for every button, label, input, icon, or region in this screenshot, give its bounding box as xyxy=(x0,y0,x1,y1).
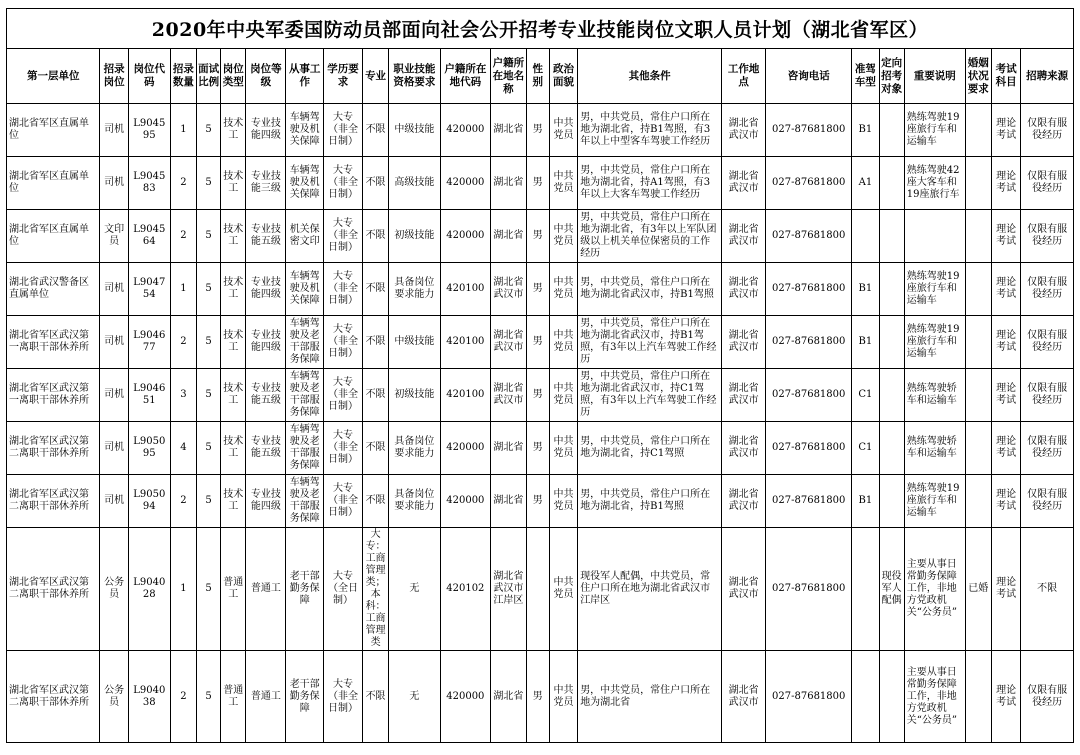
table-cell: 5 xyxy=(197,422,221,475)
table-cell: 420100 xyxy=(440,369,490,422)
table-cell: 湖北省 xyxy=(491,210,527,263)
table-cell xyxy=(879,104,904,157)
table-cell: L905095 xyxy=(128,422,170,475)
table-cell: 车辆驾驶及机关保障 xyxy=(286,263,324,316)
table-cell: 技术工 xyxy=(221,104,246,157)
table-cell: 男，中共党员，常住户口所在地为湖北省，有3年以上军队团级以上机关单位保密员的工作经历 xyxy=(578,210,722,263)
table-cell: 大专（非全日制） xyxy=(324,369,363,422)
table-cell: 大专（非全日制） xyxy=(324,651,363,743)
col-header: 工作地点 xyxy=(722,49,766,104)
col-header: 定向招考对象 xyxy=(879,49,904,104)
table-cell: 027-87681800 xyxy=(766,210,852,263)
table-cell: 车辆驾驶及老干部服务保障 xyxy=(286,475,324,528)
table-cell: 文印员 xyxy=(100,210,128,263)
table-cell: 2 xyxy=(170,475,196,528)
table-cell: 仅限有服役经历 xyxy=(1021,210,1074,263)
table-cell: 专业技能五级 xyxy=(246,422,286,475)
table-cell: 高级技能 xyxy=(389,157,440,210)
table-row xyxy=(7,651,1074,743)
table-cell: 420000 xyxy=(440,651,490,743)
table-cell: 仅限有服役经历 xyxy=(1021,422,1074,475)
table-cell: L904028 xyxy=(128,528,170,651)
table-cell: 5 xyxy=(197,157,221,210)
table-cell xyxy=(526,528,549,651)
table-cell: 老干部勤务保障 xyxy=(286,651,324,743)
table-cell: 027-87681800 xyxy=(766,263,852,316)
table-cell: 027-87681800 xyxy=(766,528,852,651)
table-cell: 熟练驾驶42座大客车和19座旅行车 xyxy=(904,157,965,210)
table-cell: 1 xyxy=(170,263,196,316)
table-cell: L904583 xyxy=(128,157,170,210)
table-cell: 中共党员 xyxy=(549,651,577,743)
table-cell: 湖北省 xyxy=(491,157,527,210)
table-cell: 湖北省武汉市 xyxy=(722,369,766,422)
table-cell: 车辆驾驶及老干部服务保障 xyxy=(286,369,324,422)
table-cell xyxy=(879,157,904,210)
table-cell xyxy=(879,422,904,475)
table-cell: 不限 xyxy=(362,210,388,263)
table-cell: 理论考试 xyxy=(991,263,1020,316)
table-cell: 技术工 xyxy=(221,263,246,316)
table-cell: 公务员 xyxy=(100,651,128,743)
table-cell: 027-87681800 xyxy=(766,475,852,528)
table-cell xyxy=(965,651,991,743)
table-cell: 男 xyxy=(526,422,549,475)
table-cell: 熟练驾驶轿车和运输车 xyxy=(904,422,965,475)
table-cell: 中共党员 xyxy=(549,528,577,651)
table-cell: 普通工 xyxy=(221,528,246,651)
table-cell: 1 xyxy=(170,104,196,157)
table-cell: 2 xyxy=(170,157,196,210)
table-cell: 大专（非全日制） xyxy=(324,157,363,210)
table-cell: 湖北省武汉市 xyxy=(722,104,766,157)
table-cell xyxy=(879,369,904,422)
table-cell: 熟练驾驶19座旅行车和运输车 xyxy=(904,475,965,528)
table-cell: 司机 xyxy=(100,157,128,210)
table-cell: 2 xyxy=(170,210,196,263)
recruitment-table xyxy=(6,48,1074,743)
col-header: 学历要求 xyxy=(324,49,363,104)
table-cell: 湖北省武汉市 xyxy=(722,528,766,651)
table-cell: 5 xyxy=(197,263,221,316)
table-cell: 已婚 xyxy=(965,528,991,651)
table-cell: 420000 xyxy=(440,210,490,263)
table-cell: 男 xyxy=(526,157,549,210)
table-cell: 初级技能 xyxy=(389,369,440,422)
table-cell: 420100 xyxy=(440,316,490,369)
table-cell: 5 xyxy=(197,475,221,528)
table-cell: 仅限有服役经历 xyxy=(1021,475,1074,528)
col-header: 户籍所在地代码 xyxy=(440,49,490,104)
table-cell: 老干部勤务保障 xyxy=(286,528,324,651)
col-header: 从事工作 xyxy=(286,49,324,104)
table-cell: 大专（非全日制） xyxy=(324,210,363,263)
table-cell: 仅限有服役经历 xyxy=(1021,104,1074,157)
col-header: 专业 xyxy=(362,49,388,104)
col-header: 岗位类型 xyxy=(221,49,246,104)
table-cell: 男 xyxy=(526,316,549,369)
table-cell: 技术工 xyxy=(221,316,246,369)
table-cell: 司机 xyxy=(100,475,128,528)
table-cell: 中共党员 xyxy=(549,104,577,157)
table-cell: 2 xyxy=(170,651,196,743)
table-cell xyxy=(852,651,879,743)
table-cell: 男 xyxy=(526,210,549,263)
table-cell xyxy=(879,651,904,743)
col-header: 重要说明 xyxy=(904,49,965,104)
table-cell: 男，中共党员，常住户口所在地为湖北省，持A1驾照，有3年以上大客车驾驶工作经历 xyxy=(578,157,722,210)
table-cell xyxy=(852,528,879,651)
table-cell xyxy=(879,475,904,528)
table-cell: 无 xyxy=(389,528,440,651)
table-cell: 男，中共党员，常住户口所在地为湖北省，持B1驾照，有3年以上中型客车驾驶工作经历 xyxy=(578,104,722,157)
table-cell: 湖北省武汉市 xyxy=(722,210,766,263)
table-cell xyxy=(904,210,965,263)
table-cell: 技术工 xyxy=(221,157,246,210)
table-cell: 不限 xyxy=(362,263,388,316)
table-cell: 420000 xyxy=(440,422,490,475)
table-cell xyxy=(965,104,991,157)
table-cell: 420000 xyxy=(440,104,490,157)
table-cell: 现役军人配偶，中共党员，常住户口所在地为湖北省武汉市江岸区 xyxy=(578,528,722,651)
table-cell: A1 xyxy=(852,157,879,210)
col-header: 招录岗位 xyxy=(100,49,128,104)
table-cell: 男 xyxy=(526,475,549,528)
table-cell: 普通工 xyxy=(246,651,286,743)
table-cell: 湖北省军区直属单位 xyxy=(7,157,100,210)
table-cell: 理论考试 xyxy=(991,104,1020,157)
table-cell xyxy=(965,422,991,475)
table-cell: 专业技能三级 xyxy=(246,157,286,210)
col-header: 咨询电话 xyxy=(766,49,852,104)
table-cell: 专业技能五级 xyxy=(246,369,286,422)
table-cell xyxy=(879,316,904,369)
table-cell: 5 xyxy=(197,651,221,743)
col-header: 户籍所在地名称 xyxy=(491,49,527,104)
table-row xyxy=(7,104,1074,157)
table-cell: 湖北省武汉市 xyxy=(722,422,766,475)
col-header: 岗位代码 xyxy=(128,49,170,104)
table-cell: 不限 xyxy=(362,475,388,528)
table-cell: 普通工 xyxy=(246,528,286,651)
table-cell: 男，中共党员，常住户口所在地为湖北省武汉市，持B1驾照 xyxy=(578,263,722,316)
table-cell: 中共党员 xyxy=(549,263,577,316)
col-header: 面试比例 xyxy=(197,49,221,104)
table-cell: 不限 xyxy=(362,104,388,157)
table-cell: 大专（非全日制） xyxy=(324,475,363,528)
table-cell: 湖北省武汉市 xyxy=(722,316,766,369)
recruitment-plan-sheet xyxy=(6,8,1074,743)
table-cell: 027-87681800 xyxy=(766,104,852,157)
table-cell: 湖北省 xyxy=(491,422,527,475)
col-header: 婚姻状况要求 xyxy=(965,49,991,104)
table-cell: 5 xyxy=(197,369,221,422)
table-cell: 大专：工商管理类；本科：工商管理类 xyxy=(362,528,388,651)
table-cell: 仅限有服役经历 xyxy=(1021,263,1074,316)
table-cell: 湖北省武汉警备区直属单位 xyxy=(7,263,100,316)
table-cell: 机关保密文印 xyxy=(286,210,324,263)
table-cell: 男，中共党员，常住户口所在地为湖北省，持B1驾照 xyxy=(578,475,722,528)
table-cell: 公务员 xyxy=(100,528,128,651)
table-cell xyxy=(852,210,879,263)
table-cell: 车辆驾驶及老干部服务保障 xyxy=(286,316,324,369)
table-cell: 3 xyxy=(170,369,196,422)
table-cell: 2 xyxy=(170,316,196,369)
table-cell: 027-87681800 xyxy=(766,316,852,369)
table-row xyxy=(7,157,1074,210)
table-cell: 湖北省军区武汉第一离职干部休养所 xyxy=(7,316,100,369)
table-cell: 具备岗位要求能力 xyxy=(389,475,440,528)
table-cell: 中共党员 xyxy=(549,369,577,422)
table-cell: 中共党员 xyxy=(549,210,577,263)
table-cell: 湖北省武汉市 xyxy=(722,475,766,528)
table-cell: 中共党员 xyxy=(549,422,577,475)
table-cell: 不限 xyxy=(362,422,388,475)
table-cell: 男 xyxy=(526,104,549,157)
table-cell: 420000 xyxy=(440,157,490,210)
table-cell: 湖北省武汉市 xyxy=(491,316,527,369)
table-cell: 湖北省 xyxy=(491,104,527,157)
table-cell: 湖北省军区直属单位 xyxy=(7,210,100,263)
table-cell: B1 xyxy=(852,316,879,369)
col-header: 岗位等级 xyxy=(246,49,286,104)
table-cell: 车辆驾驶及机关保障 xyxy=(286,104,324,157)
table-cell: 不限 xyxy=(362,651,388,743)
table-row xyxy=(7,263,1074,316)
table-cell: 男 xyxy=(526,651,549,743)
table-cell: 主要从事日常勤务保障工作，非地方党政机关“公务员” xyxy=(904,528,965,651)
table-cell: 仅限有服役经历 xyxy=(1021,157,1074,210)
table-cell: 男 xyxy=(526,263,549,316)
table-cell: 不限 xyxy=(1021,528,1074,651)
table-cell: 无 xyxy=(389,651,440,743)
table-cell: 具备岗位要求能力 xyxy=(389,422,440,475)
table-cell: 理论考试 xyxy=(991,422,1020,475)
col-header: 职业技能资格要求 xyxy=(389,49,440,104)
table-cell: 不限 xyxy=(362,316,388,369)
table-cell xyxy=(965,210,991,263)
table-cell: L904038 xyxy=(128,651,170,743)
col-header: 招录数量 xyxy=(170,49,196,104)
table-cell: L904564 xyxy=(128,210,170,263)
col-header: 考试科目 xyxy=(991,49,1020,104)
table-cell: 不限 xyxy=(362,157,388,210)
table-cell: 普通工 xyxy=(221,651,246,743)
table-cell: 027-87681800 xyxy=(766,369,852,422)
table-cell: 熟练驾驶19座旅行车和运输车 xyxy=(904,104,965,157)
table-cell: 1 xyxy=(170,528,196,651)
table-cell: L904677 xyxy=(128,316,170,369)
table-cell: 技术工 xyxy=(221,475,246,528)
table-cell: 湖北省 xyxy=(491,651,527,743)
table-cell: 男，中共党员，常住户口所在地为湖北省，持C1驾照 xyxy=(578,422,722,475)
table-cell: 湖北省 xyxy=(491,475,527,528)
table-cell: 湖北省武汉市 xyxy=(491,369,527,422)
table-cell: 4 xyxy=(170,422,196,475)
table-cell xyxy=(965,475,991,528)
table-cell: L904595 xyxy=(128,104,170,157)
table-cell: 中共党员 xyxy=(549,157,577,210)
table-cell xyxy=(965,316,991,369)
table-cell: 027-87681800 xyxy=(766,651,852,743)
table-cell: B1 xyxy=(852,263,879,316)
table-cell: 司机 xyxy=(100,422,128,475)
col-header: 准驾车型 xyxy=(852,49,879,104)
table-cell: 技术工 xyxy=(221,369,246,422)
table-cell: 5 xyxy=(197,104,221,157)
table-cell: 大专（非全日制） xyxy=(324,316,363,369)
table-cell: 理论考试 xyxy=(991,528,1020,651)
table-cell: 5 xyxy=(197,210,221,263)
table-cell: 专业技能四级 xyxy=(246,475,286,528)
table-cell: 湖北省武汉市 xyxy=(491,263,527,316)
col-header: 性别 xyxy=(526,49,549,104)
table-cell: 中共党员 xyxy=(549,475,577,528)
table-cell: 仅限有服役经历 xyxy=(1021,316,1074,369)
table-cell: 湖北省军区武汉第二离职干部休养所 xyxy=(7,422,100,475)
table-cell: 420000 xyxy=(440,475,490,528)
table-cell: C1 xyxy=(852,369,879,422)
table-cell: 专业技能四级 xyxy=(246,316,286,369)
table-cell: 湖北省军区直属单位 xyxy=(7,104,100,157)
table-cell xyxy=(965,157,991,210)
table-cell: 男 xyxy=(526,369,549,422)
table-cell: 理论考试 xyxy=(991,475,1020,528)
table-cell: 湖北省武汉市江岸区 xyxy=(491,528,527,651)
col-header: 招聘来源 xyxy=(1021,49,1074,104)
table-cell: 027-87681800 xyxy=(766,157,852,210)
table-cell: 理论考试 xyxy=(991,369,1020,422)
table-body xyxy=(7,104,1074,743)
table-cell: 理论考试 xyxy=(991,157,1020,210)
table-row xyxy=(7,475,1074,528)
table-cell: 420100 xyxy=(440,263,490,316)
table-cell: 车辆驾驶及老干部服务保障 xyxy=(286,422,324,475)
table-cell xyxy=(879,210,904,263)
table-cell: 男，中共党员，常住户口所在地为湖北省武汉市，持C1驾照，有3年以上汽车驾驶工作经历 xyxy=(578,369,722,422)
table-cell: 熟练驾驶轿车和运输车 xyxy=(904,369,965,422)
table-cell: 司机 xyxy=(100,316,128,369)
table-cell: 5 xyxy=(197,528,221,651)
table-cell: 专业技能五级 xyxy=(246,210,286,263)
col-header: 政治面貌 xyxy=(549,49,577,104)
table-cell: 熟练驾驶19座旅行车和运输车 xyxy=(904,316,965,369)
table-cell: 具备岗位要求能力 xyxy=(389,263,440,316)
table-cell: 熟练驾驶19座旅行车和运输车 xyxy=(904,263,965,316)
table-cell: 理论考试 xyxy=(991,316,1020,369)
table-cell: B1 xyxy=(852,104,879,157)
table-cell xyxy=(965,369,991,422)
table-cell: 湖北省军区武汉第一离职干部休养所 xyxy=(7,369,100,422)
table-cell: 中级技能 xyxy=(389,316,440,369)
col-header: 第一层单位 xyxy=(7,49,100,104)
table-row xyxy=(7,210,1074,263)
table-cell: 5 xyxy=(197,316,221,369)
table-row xyxy=(7,528,1074,651)
table-cell: 主要从事日常勤务保障工作，非地方党政机关“公务员” xyxy=(904,651,965,743)
table-cell: 初级技能 xyxy=(389,210,440,263)
table-cell: 中级技能 xyxy=(389,104,440,157)
table-cell: 专业技能四级 xyxy=(246,104,286,157)
table-cell: 大专（全日制） xyxy=(324,528,363,651)
table-cell: 湖北省军区武汉第二离职干部休养所 xyxy=(7,528,100,651)
table-cell: 司机 xyxy=(100,104,128,157)
table-cell: 中共党员 xyxy=(549,316,577,369)
table-cell: B1 xyxy=(852,475,879,528)
table-cell: 技术工 xyxy=(221,422,246,475)
header-row xyxy=(7,49,1074,104)
table-cell: 仅限有服役经历 xyxy=(1021,369,1074,422)
table-cell: 男，中共党员，常住户口所在地为湖北省 xyxy=(578,651,722,743)
table-cell: 大专（非全日制） xyxy=(324,422,363,475)
document-title: 2020年中央军委国防动员部面向社会公开招考专业技能岗位文职人员计划（湖北省军区） xyxy=(6,8,1074,48)
table-cell: C1 xyxy=(852,422,879,475)
table-row xyxy=(7,422,1074,475)
table-cell: 湖北省武汉市 xyxy=(722,263,766,316)
table-cell: 技术工 xyxy=(221,210,246,263)
table-cell xyxy=(965,263,991,316)
table-cell: 湖北省武汉市 xyxy=(722,157,766,210)
table-cell: 车辆驾驶及机关保障 xyxy=(286,157,324,210)
table-row xyxy=(7,369,1074,422)
table-cell: 理论考试 xyxy=(991,210,1020,263)
table-cell: 大专（非全日制） xyxy=(324,104,363,157)
table-cell: 司机 xyxy=(100,263,128,316)
col-header: 其他条件 xyxy=(578,49,722,104)
table-cell: 司机 xyxy=(100,369,128,422)
table-cell: L905094 xyxy=(128,475,170,528)
table-cell: 男，中共党员，常住户口所在地为湖北省武汉市，持B1驾照，有3年以上汽车驾驶工作经历 xyxy=(578,316,722,369)
table-cell: 大专（非全日制） xyxy=(324,263,363,316)
table-cell: L904651 xyxy=(128,369,170,422)
table-cell: 仅限有服役经历 xyxy=(1021,651,1074,743)
table-row xyxy=(7,316,1074,369)
table-cell: 专业技能四级 xyxy=(246,263,286,316)
table-cell: 湖北省武汉市 xyxy=(722,651,766,743)
table-cell: L904754 xyxy=(128,263,170,316)
table-cell: 湖北省军区武汉第二离职干部休养所 xyxy=(7,475,100,528)
table-cell: 027-87681800 xyxy=(766,422,852,475)
table-cell: 420102 xyxy=(440,528,490,651)
table-cell: 不限 xyxy=(362,369,388,422)
table-cell xyxy=(879,263,904,316)
table-cell: 现役军人配偶 xyxy=(879,528,904,651)
table-cell: 湖北省军区武汉第二离职干部休养所 xyxy=(7,651,100,743)
table-cell: 理论考试 xyxy=(991,651,1020,743)
